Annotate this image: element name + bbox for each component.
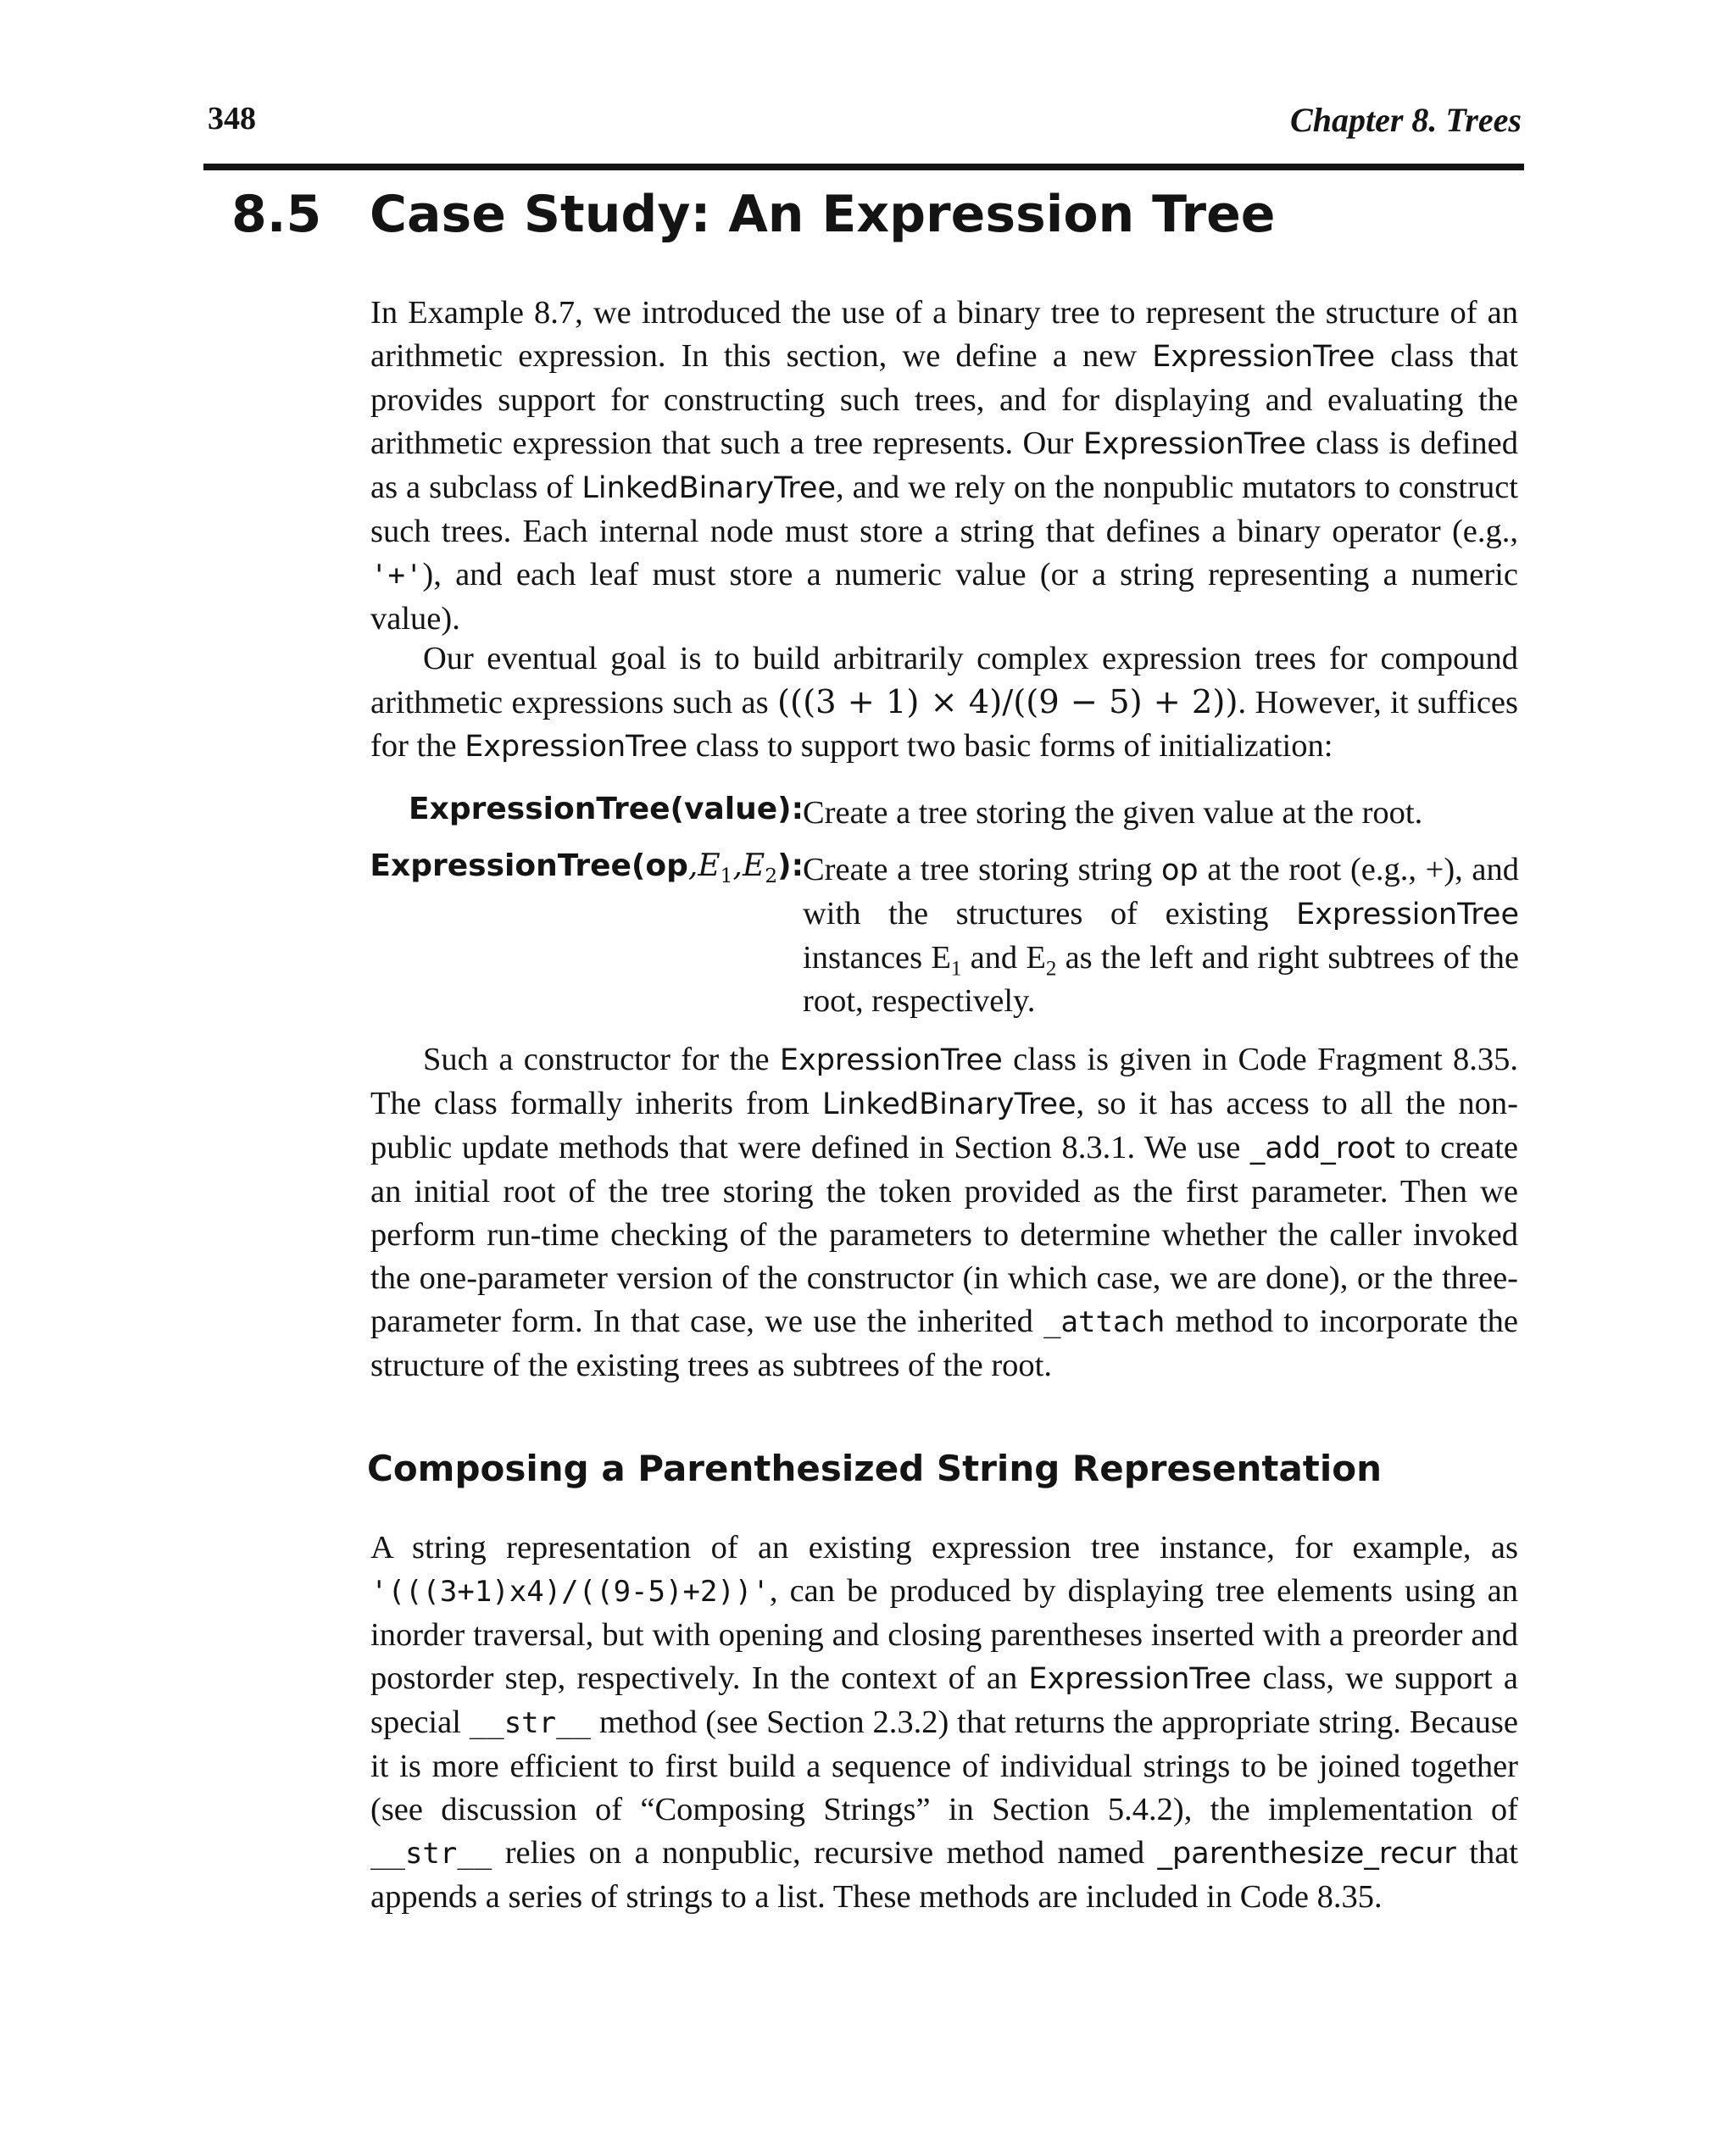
text: ), and each leaf must store a numeric value (or a string representing a numeric value). [370,557,1518,637]
class-name: ExpressionTree [1296,898,1519,931]
term-part: ,E [732,848,765,883]
class-name: ExpressionTree [465,730,688,764]
text: , and we rely on the nonpublic mutators to construct such trees. Each internal node must store a string that defines a binary operator (e.g., [370,470,1518,549]
class-name: ExpressionTree [1152,340,1376,374]
method-name: _add_root [1249,1132,1395,1165]
section-title: Case Study: An Expression Tree [370,185,1276,244]
term-part: ,E [687,848,721,883]
code-literal: '+' [370,559,423,592]
paragraph-string-representation [370,1527,1518,1919]
code-literal: __str__ [370,1837,492,1871]
class-name: LinkedBinaryTree [821,1087,1077,1121]
text: A string representation of an existing expression tree instance, for example, as [370,1530,1518,1565]
text: relies on a nonpublic, recursive method named [492,1835,1158,1871]
definition-description: Create a tree storing the given value at the root. [803,795,1423,831]
text: . However, it suffices for the [370,685,1518,764]
class-name: ExpressionTree [779,1043,1003,1077]
text: method (see Section 2.3.2) that returns the appropriate string. Because it is more efficient to first build a sequence of individual strings to be joined together (see discussion of “Composing Strings” in Section 5.4.2), the implementation of [370,1704,1519,1827]
text: class that provides support for constructing such trees, and for displaying and evaluating the arithmetic expression that such a tree represents. Our [370,338,1518,461]
page-number: 348 [208,101,256,136]
text: class to support two basic forms of initialization: [687,728,1333,764]
code-literal: '(((3+1)x4)/((9-5)+2))' [370,1575,770,1609]
term-part: ): [777,848,804,883]
class-name: LinkedBinaryTree [581,471,836,505]
class-name: ExpressionTree [1028,1662,1252,1696]
term-part: ExpressionTree( [370,848,646,883]
text: and E [961,940,1046,976]
text: , so it has access to all the nonpublic update methods that were defined in Section 8.3.1. We use [370,1086,1518,1165]
subscript: 2 [1045,957,1057,981]
text: at the root (e.g., +), and with the structures of existing [803,852,1519,931]
text: class is defined as a subclass of [370,425,1518,505]
code-literal: _attach [1043,1305,1166,1339]
paragraph-intro [370,292,1518,641]
section-number: 8.5 [231,185,322,244]
definition-description [803,848,1519,1023]
text: instances E [803,940,951,976]
code-name: op [1161,854,1199,887]
running-head: Chapter 8. Trees [1290,101,1522,139]
text: Such a constructor for the [423,1042,780,1077]
text: Our eventual goal is to build arbitrarily complex expression trees for compound arithmetic expressions such as [370,641,1518,720]
text: class is given in Code Fragment 8.35. The class formally inherits from [370,1042,1518,1121]
class-name: ExpressionTree [1082,427,1306,461]
text: that appends a series of strings to a list. These methods are included in Code 8.35. [370,1835,1518,1915]
text: , can be produced by displaying tree elements using an inorder traversal, but with opening and closing parentheses inserted with a preorder and postorder step, respectively. In the context of an [370,1573,1518,1696]
text: In Example 8.7, we introduced the use of a binary tree to represent the structure of an arithmetic expression. In this section, we define a new [370,295,1518,374]
subscript: 2 [765,864,778,888]
text: class, we support a special [370,1660,1518,1740]
paragraph-goal [370,637,1518,769]
subsection-title: Composing a Parenthesized String Representation [367,1448,1383,1489]
method-name: _parenthesize_recur [1157,1837,1456,1871]
definition-term: ExpressionTree(value): [409,792,804,826]
subscript: 1 [950,957,962,981]
subscript: 1 [720,864,733,888]
paragraph-constructor [370,1038,1518,1387]
text: Create a tree storing string [803,852,1161,887]
text: method to incorporate the structure of the existing trees as subtrees of the root. [370,1304,1519,1383]
text: as the left and right subtrees of the root, respectively. [803,940,1519,1019]
text: to create an initial root of the tree storing the token provided as the first parameter. Then we perform run-time checking of the parameters to determine whether the caller invoked the one-parameter version of the constructor (in which case, we are done), or the three-parameter form. In that case, we use the inherited [370,1130,1518,1339]
definition-term [370,848,804,888]
math-expression: (((3 + 1) × 4)/((9 − 5) + 2)) [777,683,1238,721]
code-literal: __str__ [469,1706,592,1740]
header-rule [203,164,1524,170]
term-part: op [645,848,688,883]
